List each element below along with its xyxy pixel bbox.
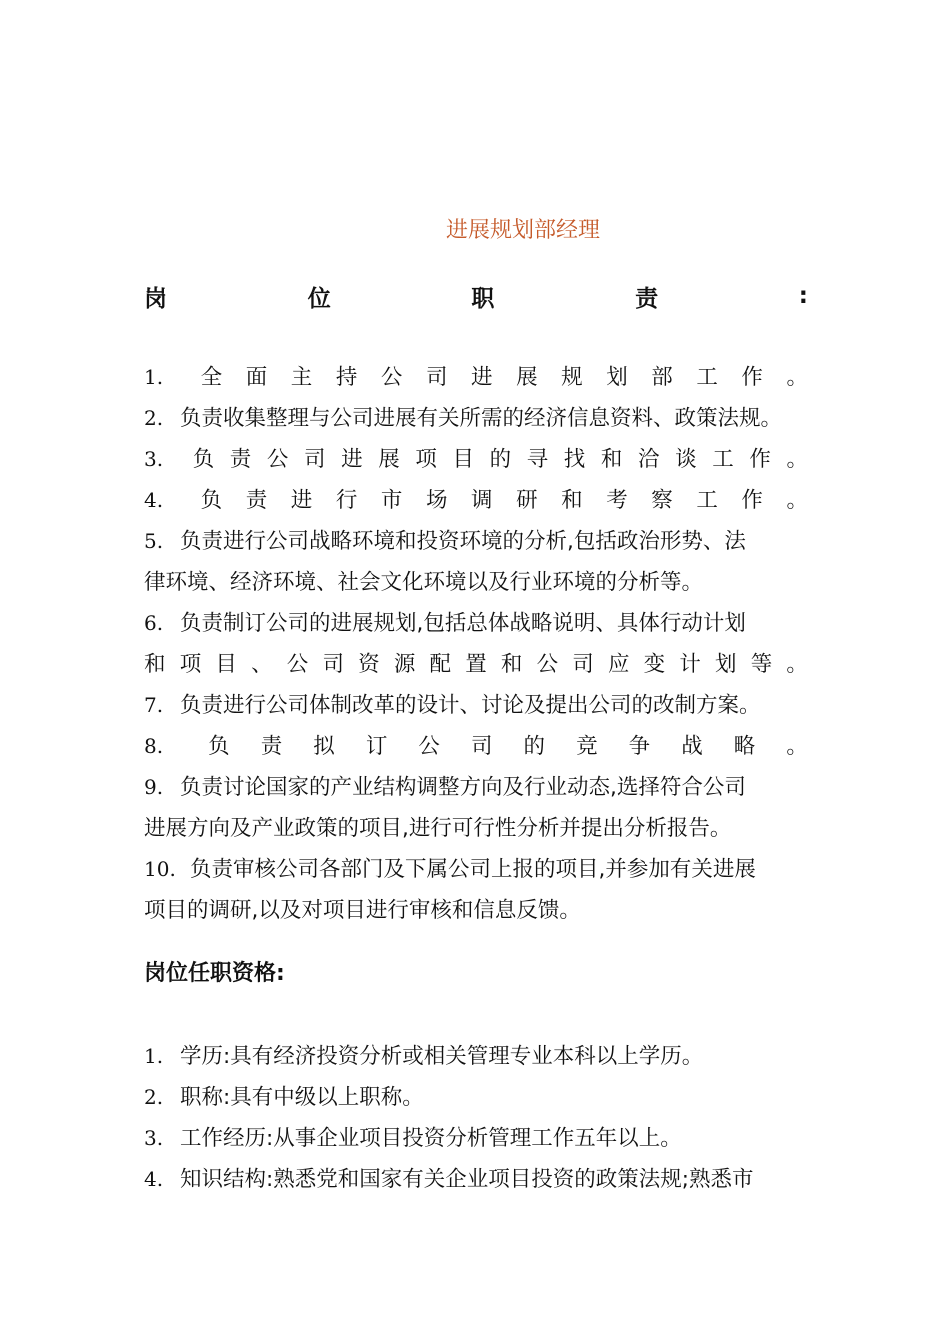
duty-text-char: 责 [245,488,268,513]
duty-text-char: 公 [380,365,403,390]
qualification-number: 1. [144,1044,164,1068]
duties-heading [144,276,808,316]
duty-text-char: 争 [628,734,651,759]
duty-text-char: 调 [471,488,493,513]
duty-item [144,849,808,890]
duty-text-char: 和 [500,652,523,677]
duties-heading-char: 位 [307,285,331,312]
duty-text-char: 司 [425,365,448,390]
duty-text-char: 责 [260,734,283,759]
duty-text-char: 置 [465,652,487,677]
duty-text: 负责讨论国家的产业结构调整方向及行业动态,选择符合公司 [180,775,746,800]
duty-text-char: 应 [607,652,630,677]
duty-number: 2. [144,406,164,430]
duties-heading-char: 责 [635,285,659,312]
duty-text-char: 竞 [576,734,598,759]
qualification-text: 学历:具有经济投资分析或相关管理专业本科以上学历。 [180,1044,704,1069]
duty-text-char: 负 [192,447,215,472]
duty-number: 1. [144,365,164,389]
duty-text-char: 等 [750,652,773,677]
duty-text-char: 公 [418,734,440,759]
qualification-item [144,1159,808,1200]
duty-text-char: 工 [712,447,734,472]
duty-number: 7. [144,693,164,717]
duty-text-char: 规 [561,365,583,390]
qualification-text: 工作经历:从事企业项目投资分析管理工作五年以上。 [180,1126,682,1151]
duty-text-char: 展 [516,365,538,390]
duty-text-char: 谈 [675,447,697,472]
duty-text-char: 公 [536,652,559,677]
duty-text-char: 进 [471,365,493,390]
duty-text-char: 作 [741,365,763,390]
duty-text-char: 目 [452,447,474,472]
duty-text-char: 项 [179,652,202,677]
duty-text-char: 工 [696,365,718,390]
qualification-number: 3. [144,1126,164,1150]
duty-text-char: 和 [561,488,583,513]
duty-text-char: 。 [786,488,808,513]
duty-text-char: 司 [322,652,344,677]
duty-text-char: 战 [681,734,703,759]
duty-text-char: 找 [563,447,586,472]
duty-text-char: 洽 [638,447,660,472]
duty-text-char: 、 [251,652,273,677]
duty-number: 8. [144,734,164,758]
qualification-item [144,1077,808,1118]
duty-text-char: 目 [215,652,237,677]
qualification-number: 4. [144,1167,164,1191]
duty-text-char: 司 [304,447,326,472]
duty-number: 6. [144,611,164,635]
qualifications-heading: 岗位任职资格: [144,961,285,986]
duty-text-continuation [144,644,808,685]
duty-text-char: 拟 [313,734,335,759]
qualification-text: 职称:具有中级以上职称。 [180,1085,424,1110]
duty-text-char: 责 [229,447,252,472]
duty-item [144,603,808,644]
duty-text-char: 司 [470,734,493,759]
duty-text-char: 源 [393,652,416,677]
duty-item [144,398,808,439]
duty-text-char: 持 [335,365,358,390]
duty-text-char: 。 [786,447,808,472]
duties-heading-char: : [798,283,808,309]
qualification-text: 知识结构:熟悉党和国家有关企业项目投资的政策法规;熟悉市 [180,1167,754,1192]
duty-text-char: 订 [365,734,388,759]
duty-number: 4. [144,488,164,512]
duty-text-char: 市 [380,488,403,513]
document-title: 进展规划部经理 [446,218,601,243]
duty-text-char: 和 [600,447,623,472]
duty-text: 负责收集整理与公司进展有关所需的经济信息资料、政策法规。 [180,406,783,431]
duty-text: 负责审核公司各部门及下属公司上报的项目,并参加有关进展 [190,857,756,882]
duty-text-char: 计 [679,652,701,677]
duty-text: 负责制订公司的进展规划,包括总体战略说明、具体行动计划 [180,611,746,636]
duty-text-continuation: 律环境、经济环境、社会文化环境以及行业环境的分析等。 [144,570,704,595]
duty-text-char: 负 [208,734,230,759]
duty-number: 3. [144,447,164,471]
duty-number: 9. [144,775,164,799]
duty-number: 10. [144,857,176,881]
duty-text-char: 全 [200,365,223,390]
duty-text-char: 配 [429,652,452,677]
duty-text-char: 略 [733,734,756,759]
duty-text-char: 。 [786,652,808,677]
duty-text-char: 。 [786,365,808,390]
duty-text-char: 考 [606,488,628,513]
duty-item [144,357,808,398]
duty-text-char: 部 [651,365,673,390]
duty-text-char: 变 [643,652,666,677]
duty-text-continuation: 进展方向及产业政策的项目,进行可行性分析并提出分析报告。 [144,816,732,841]
duty-item [144,521,808,562]
qualification-item [144,1118,808,1159]
duty-text-char: 面 [245,365,268,390]
duty-text-char: 研 [516,488,538,513]
duty-text: 负责进行公司战略环境和投资环境的分析,包括政治形势、法 [180,529,746,554]
duty-text-char: 公 [286,652,309,677]
duty-text-char: 进 [341,447,363,472]
duty-text-char: 进 [290,488,313,513]
duty-text-char: 工 [696,488,718,513]
qualification-item [144,1036,808,1077]
duty-text-char: 。 [786,734,808,759]
duty-text-char: 资 [358,652,380,677]
duty-text-char: 展 [378,447,400,472]
duty-text-char: 作 [741,488,763,513]
duty-text-char: 划 [715,652,737,677]
duty-text-char: 主 [290,365,313,390]
duty-text-char: 察 [651,488,673,513]
duty-text-char: 的 [489,447,512,472]
duty-text: 负责进行公司体制改革的设计、讨论及提出公司的改制方案。 [180,693,761,718]
duty-text-char: 负 [200,488,223,513]
duty-text-char: 寻 [526,447,549,472]
duty-text-char: 作 [749,447,771,472]
duty-text-char: 划 [606,365,628,390]
duty-text-char: 项 [415,447,437,472]
duty-text-continuation: 项目的调研,以及对项目进行审核和信息反馈。 [144,898,581,923]
duty-number: 5. [144,529,164,553]
duty-item [144,480,808,521]
duty-item [144,767,808,808]
duty-item [144,439,808,480]
qualification-number: 2. [144,1085,164,1109]
duty-text-char: 公 [266,447,289,472]
duty-text-char: 的 [523,734,546,759]
duty-text-char: 司 [572,652,594,677]
duty-item [144,726,808,767]
duty-text-char: 行 [335,488,358,513]
duties-heading-char: 岗 [144,285,167,312]
duties-heading-char: 职 [471,285,495,312]
duty-item [144,685,808,726]
duty-text-char: 和 [144,652,166,677]
duty-text-char: 场 [425,488,448,513]
